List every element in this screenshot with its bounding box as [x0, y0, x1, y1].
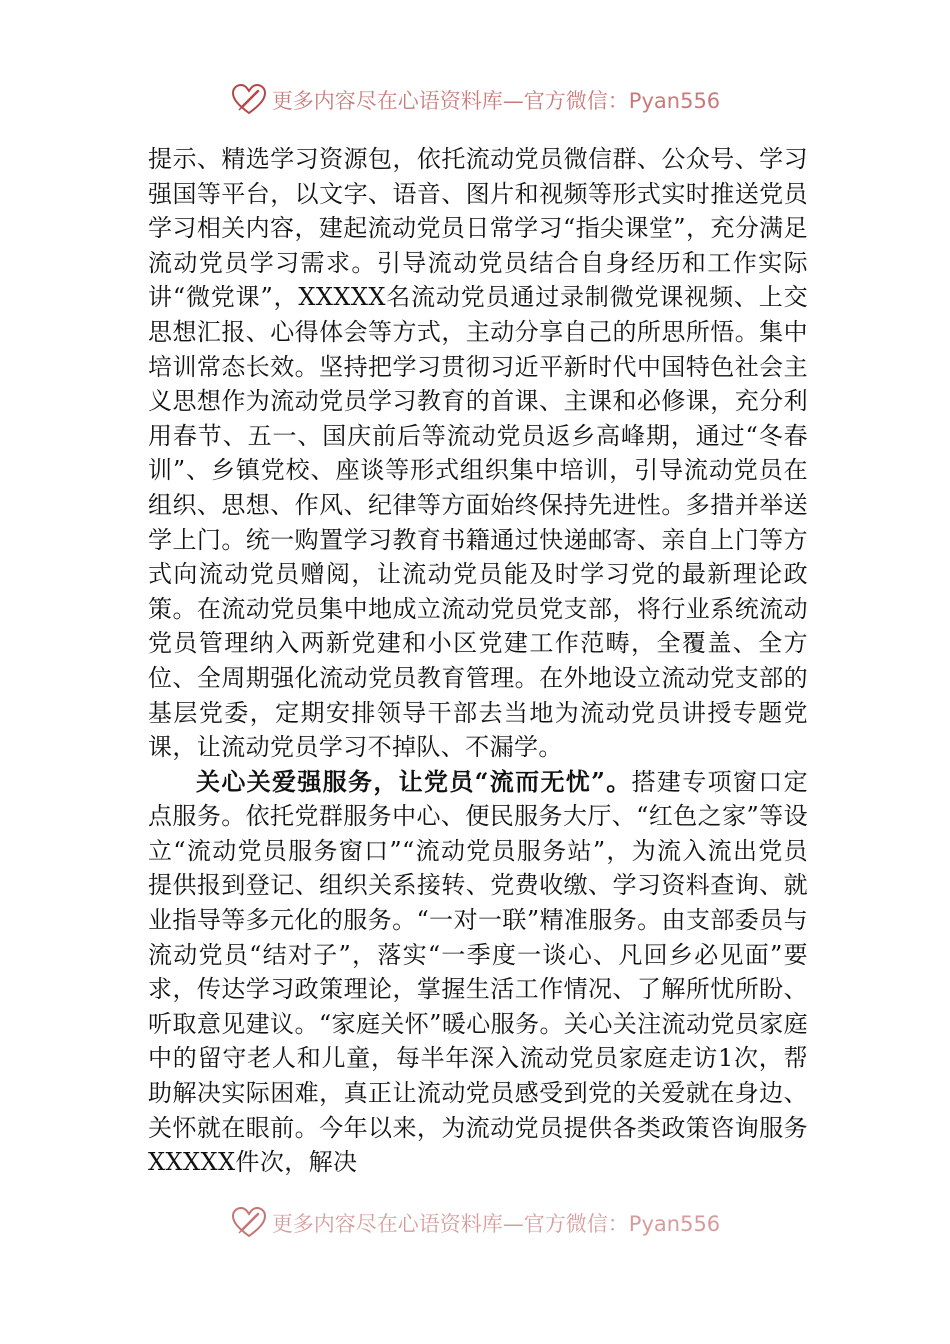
watermark-text: 更多内容尽在心语资料库—官方微信：Pyan556	[271, 1212, 721, 1236]
watermark-footer	[0, 1203, 950, 1243]
paragraph-text: 搭建专项窗口定点服务。依托党群服务中心、便民服务大厅、“红色之家”等设立“流动党员服务窗口”“流动党员服务站”，为流入流出党员提供报到登记、组织关系接转、党费收缴、学习资料查询、就业指导等多元化的服务。“一对一联”精准服务。由支部委员与流动党员“结对子”，落实“一季度一谈心、凡回乡必见面”要求，传达学习政策理论，掌握生活工作情况、了解所忧所盼、听取意见建议。“家庭关怀”暖心服务。关心关注流动党员家庭中的留守老人和儿童，每半年深入流动党员家庭走访1次，帮助解决实际困难，真正让流动党员感受到党的关爱就在身边、关怀就在眼前。今年以来，为流动党员提供各类政策咨询服务XXXXX件次，解决	[148, 767, 808, 1177]
heart-pen-logo-icon	[230, 1206, 268, 1240]
paragraph-text: 提示、精选学习资源包，依托流动党员微信群、公众号、学习强国等平台，以文字、语音、图片和视频等形式实时推送党员学习相关内容，建起流动党员日常学习“指尖课堂”，充分满足流动党员学习需求。引导流动党员结合自身经历和工作实际讲“微党课”，XXXXX名流动党员通过录制微党课视频、上交思想汇报、心得体会等方式，主动分享自己的所思所悟。集中培训常态长效。坚持把学习贯彻习近平新时代中国特色社会主义思想作为流动党员学习教育的首课、主课和必修课，充分利用春节、五一、国庆前后等流动党员返乡高峰期，通过“冬春训”、乡镇党校、座谈等形式组织集中培训，引导流动党员在组织、思想、作风、纪律等方面始终保持先进性。多措并举送学上门。统一购置学习教育书籍通过快递邮寄、亲自上门等方式向流动党员赠阅，让流动党员能及时学习党的最新理论政策。在流动党员集中地成立流动党员党支部，将行业系统流动党员管理纳入两新党建和小区党建工作范畴，全覆盖、全方位、全周期强化流动党员教育管理。在外地设立流动党支部的基层党委，定期安排领导干部去当地为流动党员讲授专题党课，让流动党员学习不掉队、不漏学。	[148, 145, 808, 762]
paragraph-lead-heading: 关心关爱强服务，让党员“流而无忧”。	[196, 766, 632, 796]
watermark-text: 更多内容尽在心语资料库—官方微信：Pyan556	[271, 89, 721, 113]
paragraph-learning	[148, 142, 808, 765]
paragraph-service	[148, 765, 808, 1180]
heart-pen-logo-icon	[230, 83, 268, 117]
document-body	[148, 142, 808, 1180]
watermark-header	[0, 80, 950, 120]
